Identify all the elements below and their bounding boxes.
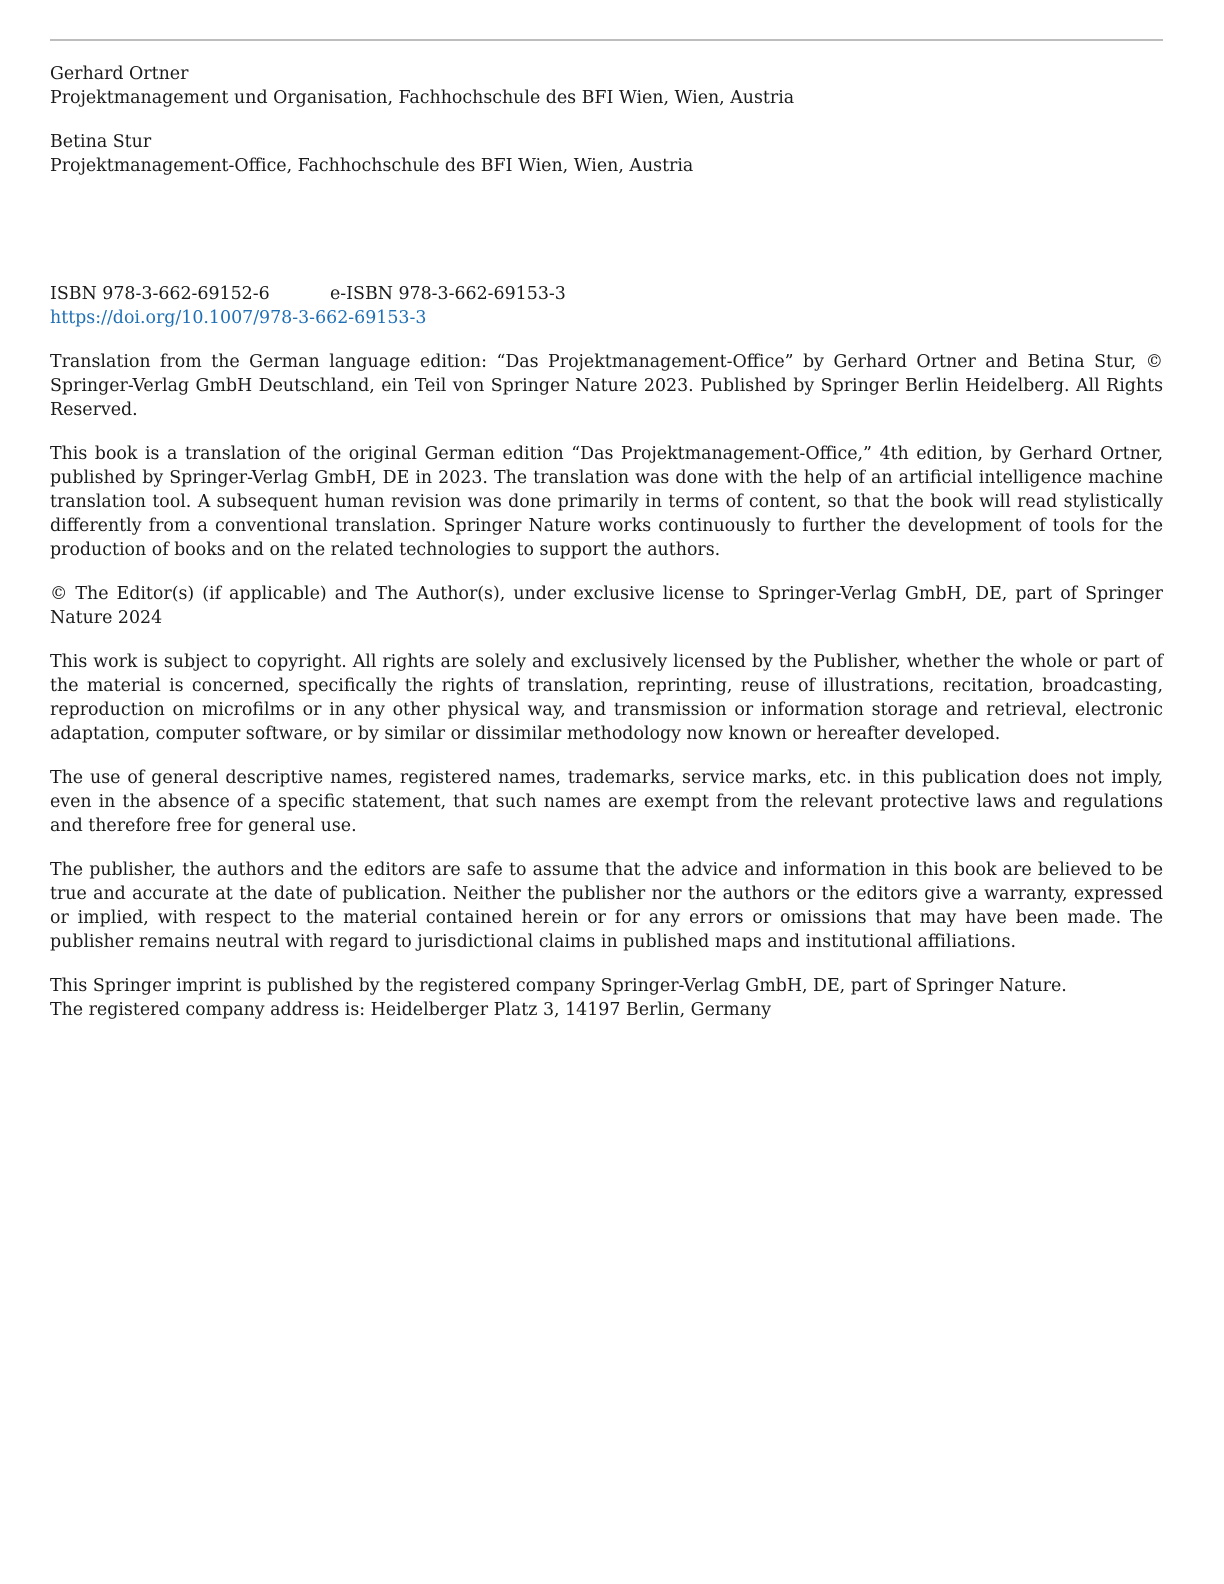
author-name: Gerhard Ortner — [50, 64, 189, 84]
author-affiliation: Projektmanagement-Office, Fachhochschule des BFI Wien, Wien, Austria — [50, 156, 694, 176]
isbn-line — [50, 282, 1163, 306]
imprint-line: This Springer imprint is published by the registered company Springer-Verlag GmbH, DE, part of Springer Nature. — [50, 976, 1067, 996]
isbn-block — [50, 282, 1163, 330]
author-affiliation: Projektmanagement und Organisation, Fachhochschule des BFI Wien, Wien, Austria — [50, 88, 795, 108]
imprint-paragraph — [50, 974, 1163, 1022]
rights-paragraph: This work is subject to copyright. All rights are solely and exclusively licensed by the Publisher, whether the whole or part of the material is concerned, specifically the rights of translation, reprinting, reuse of illustrations, recitation, broadcasting, reproduction on microfilms or in any other physical way, and transmission or information storage and retrieval, electronic adaptation, computer software, or by similar or dissimilar methodology now known or hereafter developed. — [50, 652, 1163, 744]
author-entry — [50, 62, 1163, 110]
doi-line — [50, 306, 1163, 330]
trademarks-paragraph: The use of general descriptive names, registered names, trademarks, service marks, etc. in this publication does not imply, even in the absence of a specific statement, that such names are exempt from the relevant protective laws and regulations and therefore free for general use. — [50, 768, 1163, 836]
author-entry — [50, 130, 1163, 178]
electronic-isbn: e-ISBN 978-3-662-69153-3 — [330, 284, 566, 304]
translation-note-paragraph: This book is a translation of the original German edition “Das Projektmanagement-Office,” 4th edition, by Gerhard Ortner, published by Springer-Verlag GmbH, DE in 2023. The translation was done with the help of an artificial intelligence machine translation tool. A subsequent human revision was done primarily in terms of content, so that the book will read stylistically differently from a conventional translation. Springer Nature works continuously to further the development of tools for the production of books and on the related technologies to support the authors. — [50, 444, 1163, 560]
disclaimer-paragraph: The publisher, the authors and the editors are safe to assume that the advice and information in this book are believed to be true and accurate at the date of publication. Neither the publisher nor the authors or the editors give a warranty, expressed or implied, with respect to the material contained herein or for any errors or omissions that may have been made. The publisher remains neutral with regard to jurisdictional claims in published maps and institutional affiliations. — [50, 860, 1163, 952]
doi-link[interactable]: https://doi.org/10.1007/978-3-662-69153-3 — [50, 308, 427, 328]
author-list — [50, 62, 1163, 198]
author-name: Betina Stur — [50, 132, 152, 152]
copyright-paragraph: © The Editor(s) (if applicable) and The Author(s), under exclusive license to Springer-Verlag GmbH, DE, part of Springer Nature 2024 — [50, 584, 1163, 628]
translation-source-paragraph: Translation from the German language edition: “Das Projektmanagement-Office” by Gerhard Ortner and Betina Stur, © Springer-Verlag GmbH Deutschland, ein Teil von Springer Nature 2023. Published by Springer Berlin Heidelberg. All Rights Reserved. — [50, 352, 1163, 420]
top-rule — [50, 39, 1163, 41]
print-isbn: ISBN 978-3-662-69152-6 — [50, 284, 270, 304]
address-line: The registered company address is: Heidelberger Platz 3, 14197 Berlin, Germany — [50, 1000, 772, 1020]
legal-text — [50, 350, 1163, 1042]
